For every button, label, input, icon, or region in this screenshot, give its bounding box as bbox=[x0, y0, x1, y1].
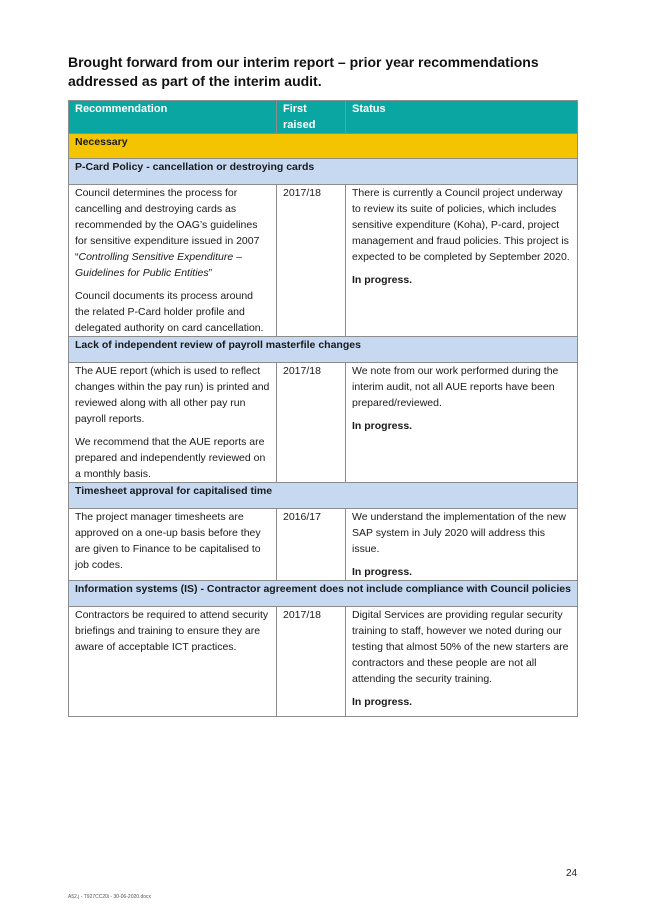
priority-row bbox=[69, 134, 578, 159]
section-title-row bbox=[69, 337, 578, 363]
column-header-first-raised: First raised bbox=[277, 101, 346, 134]
section-title-row bbox=[69, 483, 578, 509]
table-header-row bbox=[69, 101, 578, 134]
first-raised-cell: 2017/18 bbox=[277, 185, 346, 337]
first-raised-cell: 2016/17 bbox=[277, 509, 346, 581]
status-text: We understand the implementation of the new SAP system in July 2020 will address this issue. bbox=[352, 511, 567, 555]
section-title-row bbox=[69, 159, 578, 185]
table-row bbox=[69, 185, 578, 337]
priority-label: Necessary bbox=[69, 134, 578, 159]
status-badge: In progress. bbox=[352, 566, 413, 578]
recommendation-cell bbox=[69, 607, 277, 717]
status-cell bbox=[346, 363, 578, 483]
guideline-title: Controlling Sensitive Expenditure – Guidelines for Public Entities bbox=[75, 251, 242, 279]
status-badge: In progress. bbox=[352, 274, 413, 286]
recommendation-cell bbox=[69, 509, 277, 581]
status-text: We note from our work performed during the interim audit, not all AUE reports have been prepared/reviewed. bbox=[352, 365, 559, 409]
status-cell bbox=[346, 185, 578, 337]
recommendation-paragraph bbox=[75, 185, 270, 281]
section-title: P-Card Policy - cancellation or destroying cards bbox=[69, 159, 578, 185]
first-raised-cell: 2017/18 bbox=[277, 607, 346, 717]
status-text: There is currently a Council project underway to review its suite of policies, which includes sensitive expenditure (Koha), P-card, project management and fraud policies. This project is expected to be completed by September 2020. bbox=[352, 187, 570, 263]
section-title: Lack of independent review of payroll masterfile changes bbox=[69, 337, 578, 363]
recommendation-paragraph: The AUE report (which is used to reflect changes within the pay run) is printed and reviewed along with all other pay run payroll reports. bbox=[75, 365, 270, 425]
column-header-recommendation: Recommendation bbox=[69, 101, 277, 134]
status-cell bbox=[346, 607, 578, 717]
recommendation-paragraph: Council documents its process around the related P-Card holder profile and delegated authority on card cancellation. bbox=[75, 290, 264, 334]
status-badge: In progress. bbox=[352, 420, 413, 432]
recommendation-paragraph: We recommend that the AUE reports are prepared and independently reviewed on a monthly basis. bbox=[75, 436, 266, 480]
status-text: Digital Services are providing regular security training to staff, however we noted during our testing that almost 50% of the new starters are contractors and these people are not all attending the security training. bbox=[352, 609, 569, 685]
recommendation-cell bbox=[69, 363, 277, 483]
recommendation-text: Council determines the process for cancelling and destroying cards as recommended by the OAG’s guidelines for sensitive expenditure issued in 2007 “ bbox=[75, 187, 260, 263]
section-title-row bbox=[69, 581, 578, 607]
status-badge: In progress. bbox=[352, 696, 413, 708]
section-title: Timesheet approval for capitalised time bbox=[69, 483, 578, 509]
table-row bbox=[69, 363, 578, 483]
recommendation-text: ” bbox=[208, 267, 213, 279]
page-number: 24 bbox=[566, 868, 578, 879]
table-row bbox=[69, 509, 578, 581]
document-reference: A52.j - T927CC20i - 30-06-2020.docx bbox=[68, 894, 152, 900]
recommendations-table bbox=[68, 100, 578, 717]
column-header-status: Status bbox=[346, 101, 578, 134]
recommendation-paragraph: The project manager timesheets are approved on a one-up basis before they are given to Finance to be capitalised to job codes. bbox=[75, 511, 261, 571]
section-title: Information systems (IS) - Contractor agreement does not include compliance with Council policies bbox=[69, 581, 578, 607]
recommendation-cell bbox=[69, 185, 277, 337]
status-cell bbox=[346, 509, 578, 581]
recommendation-paragraph: Contractors be required to attend security briefings and training to ensure they are aware of acceptable ICT practices. bbox=[75, 609, 269, 653]
page-heading: Brought forward from our interim report – prior year recommendations addressed as part of the interim audit. bbox=[68, 54, 539, 89]
first-raised-cell: 2017/18 bbox=[277, 363, 346, 483]
table-row bbox=[69, 607, 578, 717]
